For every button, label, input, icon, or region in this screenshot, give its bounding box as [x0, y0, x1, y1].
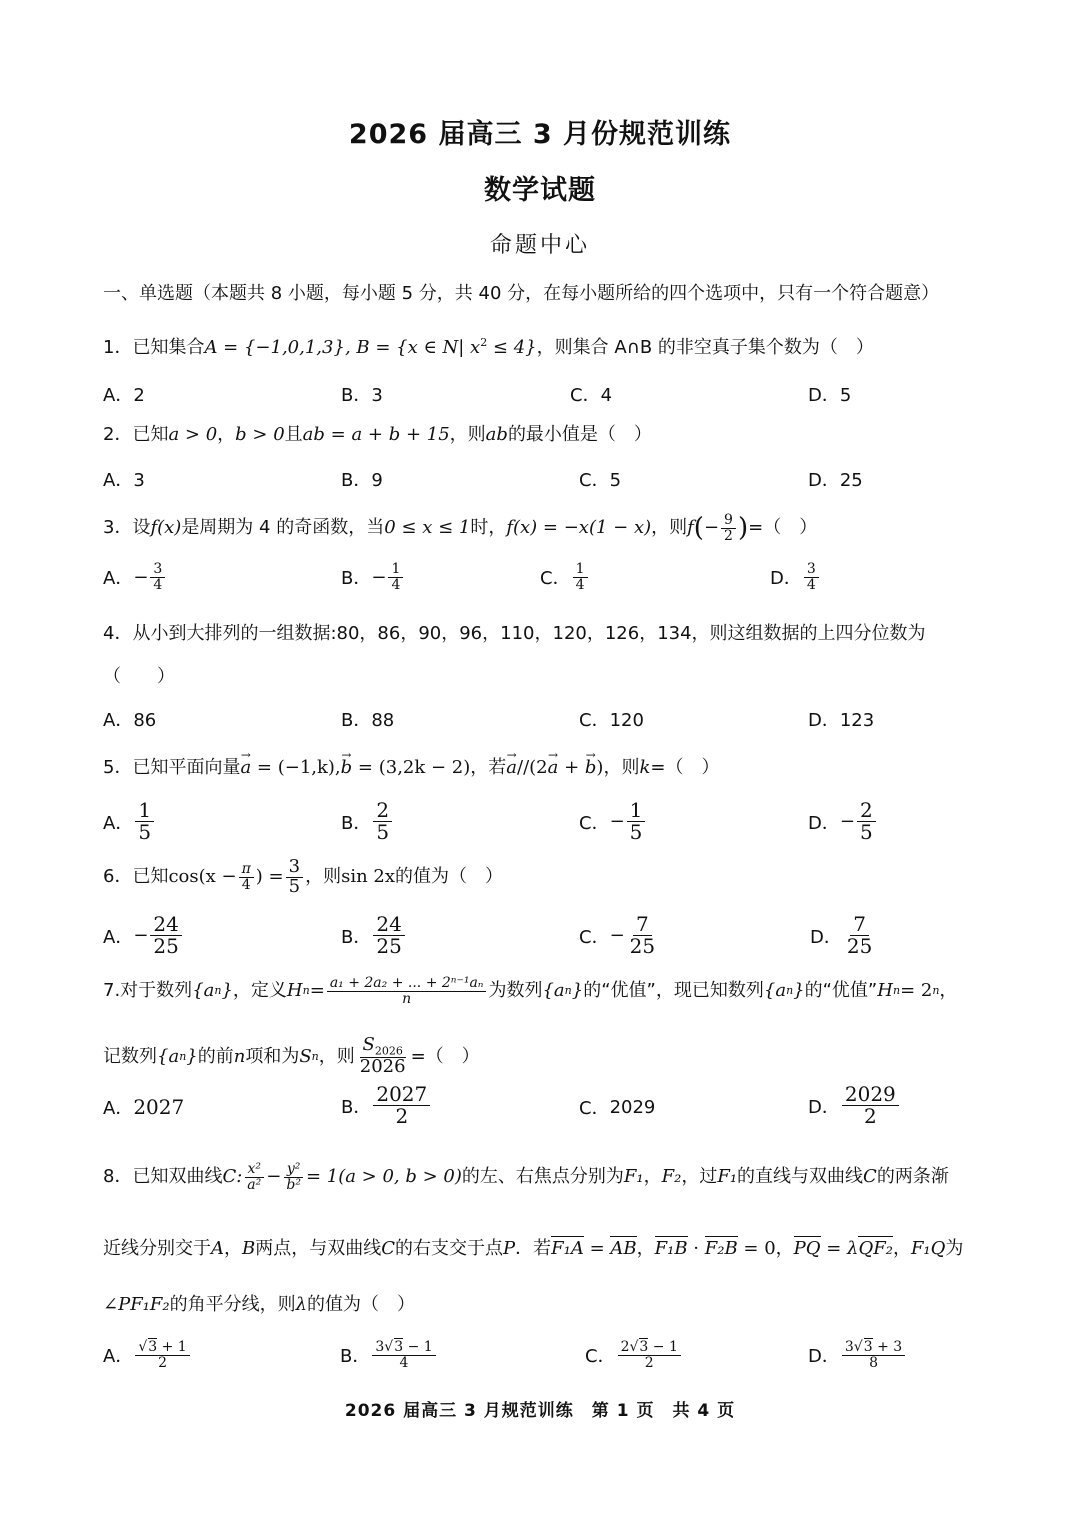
page-title: 2026 届高三 3 月份规范训练 — [348, 119, 732, 150]
q3-interval: 0 ≤ x ≤ 1 — [384, 517, 471, 539]
q3-text-c: 时， — [470, 517, 507, 539]
q1-option-b[interactable]: B．3 — [341, 385, 383, 406]
q8-option-c[interactable]: C． $\frac{2√3 - 1}{2}$ — [585, 1340, 683, 1370]
q2-text-b: ， — [217, 424, 236, 445]
q1-set-b-end: ≤ 4} — [487, 337, 537, 358]
q4-answer-paren: （ ） — [103, 666, 175, 687]
q7-options — [103, 1084, 1003, 1136]
q6-options — [103, 914, 1003, 966]
vector-a: → a — [240, 755, 251, 781]
q5-option-d[interactable]: D． − $\frac{2}{5}$ — [808, 800, 878, 843]
q6-cos: cos(x − — [168, 866, 237, 888]
q5-options — [103, 800, 1003, 852]
q3-text-a: 3．设 — [103, 517, 151, 539]
question-6: 6．已知 cos(x − $\frac{\pi}{4}$ ) = $\frac{3}{5}$ ，则 sin 2x 的值为（ ） — [103, 856, 503, 897]
q1-set-a: A = {−1,0,1,3}, B = {x ∈ N| x — [204, 337, 481, 358]
question-3: 3．设 f(x) 是周期为 4 的奇函数，当 0 ≤ x ≤ 1 时， f(x) = −x(1 − x) ，则 f ( − $\frac{9}{2}$ ) =（ ） — [103, 512, 818, 544]
q5-option-b[interactable]: B． $\frac{2}{5}$ — [341, 800, 394, 843]
q1-option-a[interactable]: A．2 — [103, 385, 145, 406]
q7-option-a[interactable]: A． 2027 — [103, 1095, 185, 1119]
q7-option-c[interactable]: C． 2029 — [579, 1096, 656, 1119]
q1-option-d[interactable]: D．5 — [808, 385, 852, 406]
subject-title: 数学试题 — [484, 175, 596, 206]
q2-options — [103, 466, 1003, 506]
q2-option-b[interactable]: B．9 — [341, 470, 383, 491]
question-7-line-1: 7.对于数列 {a n } ，定义 H n = $\frac{\text{a₁ + 2a₂ + ... + 2ⁿ⁻¹aₙ}}{n}$ 为数列 {a n } 的“优值”，现已知数列 {a n } 的“优值” H n = 2 n ， — [103, 975, 958, 1007]
question-4: 4．从小到大排列的一组数据:80，86，90，96，110，120，126，134，则这组数据的上四分位数为 — [103, 623, 926, 644]
q5-option-c[interactable]: C． − $\frac{1}{5}$ — [579, 800, 647, 843]
q6-sin2x: sin 2x — [341, 866, 395, 888]
q3-text-e: =（ ） — [748, 517, 818, 539]
q7-s-fraction: $\frac{S_{2026}}{2026}$ — [359, 1034, 406, 1078]
q2-text-e: 的最小值是（ ） — [507, 424, 652, 445]
q3-option-d[interactable]: D． $\frac{3}{4}$ — [770, 562, 821, 592]
q8-option-b[interactable]: B． $\frac{3√3 - 1}{4}$ — [340, 1340, 438, 1370]
question-8-line-2: 近线分别交于A，B两点，与双曲线C的右支交于点P．若F₁A = AB，F₁B · F₂B = 0，PQ = λQF₂，F₁Q为 — [103, 1238, 964, 1259]
vector-b: → b — [341, 755, 353, 781]
author-line: 命题中心 — [489, 233, 590, 258]
q1-prefix: 1．已知集合 — [103, 337, 205, 358]
q3-definition: f(x) = −x(1 − x) — [506, 517, 652, 539]
q3-f: f — [687, 517, 694, 539]
q3-minus: − — [703, 517, 720, 539]
q4-option-a[interactable]: A．86 — [103, 710, 157, 731]
question-8-line-3: ∠PF₁F₂的角平分线，则λ的值为（ ） — [103, 1294, 416, 1315]
q3-fraction: $\frac{9}{2}$ — [721, 513, 736, 543]
q5-text-a: 5．已知平面向量 — [103, 757, 241, 778]
question-7-line-2: 记数列 {a n } 的前 n 项和为 S n ，则 $\frac{S_{2026}}{2026}$ =（ ） — [103, 1034, 480, 1078]
q4-option-c[interactable]: C．120 — [579, 710, 644, 731]
q4-option-b[interactable]: B．88 — [341, 710, 395, 731]
question-2 — [103, 422, 652, 448]
q7-option-d[interactable]: D． $\frac{2029}{2}$ — [808, 1084, 901, 1127]
q1-option-c[interactable]: C．4 — [570, 385, 613, 406]
q2-text-a: 2．已知 — [103, 424, 169, 445]
q3-fx: f(x) — [150, 517, 182, 539]
q6-option-b[interactable]: B． $\frac{24}{25}$ — [341, 914, 407, 957]
q2-equation: ab = a + b + 15 — [302, 424, 450, 445]
q6-value: $\frac{3}{5}$ — [286, 858, 303, 897]
q2-option-a[interactable]: A．3 — [103, 470, 145, 491]
q2-ab: ab — [485, 424, 508, 445]
q7-h-fraction: $\frac{\text{a₁ + 2a₂ + ... + 2ⁿ⁻¹aₙ}}{n}$ — [327, 976, 487, 1006]
q2-cond-a: a > 0 — [168, 424, 218, 445]
section-heading: 一、单选题（本题共 8 小题，每小题 5 分，共 40 分，在每小题所给的四个选项中，只有一个符合题意） — [103, 283, 940, 304]
q7-option-b[interactable]: B． $\frac{2027}{2}$ — [341, 1084, 432, 1127]
q6-option-c[interactable]: C． − $\frac{7}{25}$ — [579, 912, 656, 958]
q3-text-d: ，则 — [651, 517, 688, 539]
question-1 — [103, 330, 874, 361]
q8-option-d[interactable]: D． $\frac{3√3 + 3}{8}$ — [808, 1340, 907, 1370]
question-5: 5．已知平面向量→ a = (−1,k),→ b = (3,2k − 2)，若→ a//(2→ a + → b)，则k=（ ） — [103, 755, 719, 781]
q4-options — [103, 706, 1003, 746]
q4-option-d[interactable]: D．123 — [808, 710, 875, 731]
q5-option-a[interactable]: A． $\frac{1}{5}$ — [103, 800, 156, 843]
question-8-line-1: 8．已知双曲线 C: $\frac{\text{x²}}{\text{a²}}$ − $\frac{\text{y²}}{\text{b²}}$ = 1(a > 0, b > 0) 的左、右焦点分别为 F₁ ， F₂ ，过 F₁ 的直线与双曲线 C 的两条渐 — [103, 1161, 949, 1193]
q1-exponent: 2 — [480, 336, 488, 349]
q8-option-a[interactable]: A． $\frac{√3 + 1}{2}$ — [103, 1340, 192, 1370]
q2-text-d: ，则 — [449, 424, 486, 445]
q6-option-d[interactable]: D． $\frac{7}{25}$ — [810, 912, 873, 958]
q2-text-c: 且 — [284, 424, 303, 445]
page-footer: 2026 届高三 3 月规范训练 第 1 页 共 4 页 — [344, 1401, 736, 1421]
q3-option-c[interactable]: C． $\frac{1}{4}$ — [540, 562, 590, 592]
q2-cond-b: b > 0 — [235, 424, 285, 445]
q6-pi-over-4: $\frac{\pi}{4}$ — [239, 862, 254, 892]
q8-options — [103, 1340, 1003, 1390]
q1-suffix: ，则集合 A∩B 的非空真子集个数为（ ） — [536, 337, 874, 358]
q3-option-a[interactable]: A． − $\frac{3}{4}$ — [103, 562, 167, 592]
q2-option-c[interactable]: C．5 — [579, 470, 622, 491]
q3-option-b[interactable]: B． − $\frac{1}{4}$ — [341, 562, 405, 592]
q3-text-b: 是周期为 4 的奇函数，当 — [181, 517, 385, 539]
q1-options — [103, 381, 1003, 421]
q6-option-a[interactable]: A． − $\frac{24}{25}$ — [103, 914, 184, 957]
q2-option-d[interactable]: D．25 — [808, 470, 863, 491]
q3-options — [103, 562, 1003, 610]
